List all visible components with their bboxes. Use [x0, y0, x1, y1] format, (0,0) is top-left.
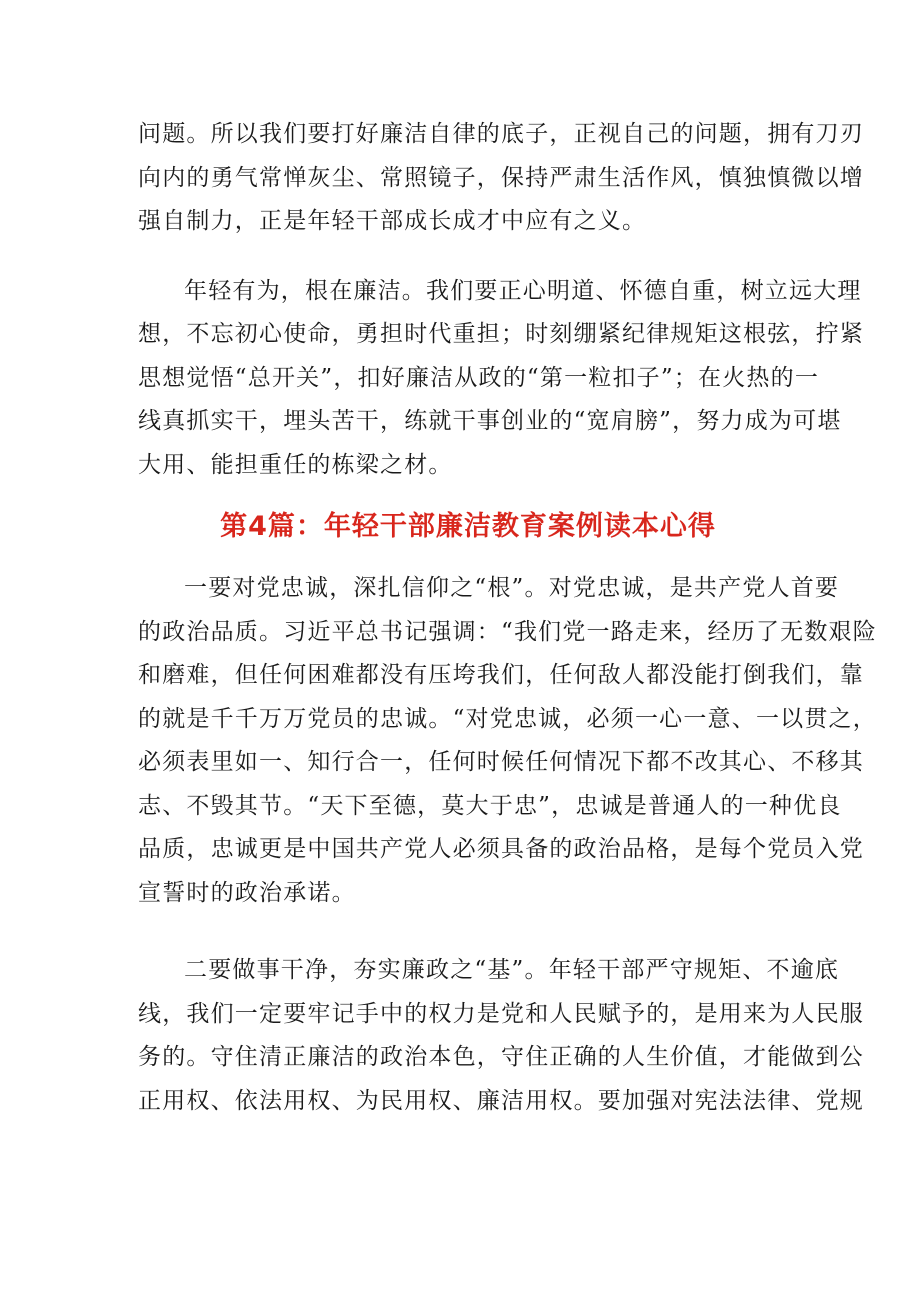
paragraph-2	[138, 270, 864, 488]
paragraph-line: 务的。守住清正廉洁的政治本色，守住正确的人生价值，才能做到公	[138, 1044, 864, 1070]
paragraph-gap	[138, 487, 798, 505]
paragraph-line: 思想觉悟“总开关”，扣好廉洁从政的“第一粒扣子”；在火热的一	[138, 364, 820, 391]
paragraph-line: 二要做事干净，夯实廉政之“基”。年轻干部严守规矩、不逾底	[184, 957, 840, 983]
paragraph-line: 想，不忘初心使命，勇担时代重担；时刻绷紧纪律规矩这根弦，拧紧	[138, 321, 864, 347]
paragraph-line: 大用、能担重任的栋梁之材。	[138, 451, 453, 478]
section-heading: 第4篇：年轻干部廉洁教育案例读本心得	[220, 511, 716, 542]
document-body	[138, 113, 877, 1123]
paragraph-line: 正用权、依法用权、为民用权、廉洁用权。要加强对宪法法律、党规	[138, 1087, 864, 1114]
paragraph-line: 的就是千千万万党员的忠诚。“对党忠诚，必须一心一意、一以贯之，	[138, 705, 877, 732]
paragraph-line: 品质，忠诚更是中国共产党人必须具备的政治品格，是每个党员入党	[138, 836, 864, 862]
paragraph-line: 志、不毁其节。“天下至德，莫大于忠”，忠诚是普通人的一种优良	[138, 792, 842, 819]
paragraph-1	[138, 113, 864, 244]
paragraph-4	[138, 949, 864, 1123]
paragraph-line: 年轻有为，根在廉洁。我们要正心明道、怀德自重，树立远大理	[184, 277, 862, 304]
paragraph-line: 线，我们一定要牢记手中的权力是党和人民赋予的，是用来为人民服	[138, 1000, 864, 1027]
paragraph-line: 宣誓时的政治承诺。	[138, 879, 356, 906]
paragraph-gap	[138, 244, 798, 270]
paragraph-line: 强自制力，正是年轻干部成长成才中应有之义。	[138, 208, 647, 234]
paragraph-gap	[138, 915, 798, 949]
paragraph-gap	[138, 549, 798, 567]
paragraph-line: 和磨难，但任何困难都没有压垮我们，任何敌人都没能打倒我们，靠	[138, 662, 864, 688]
paragraph-3	[138, 567, 877, 915]
paragraph-line: 的政治品质。习近平总书记强调：“我们党一路走来，经历了无数艰险	[138, 618, 877, 645]
paragraph-line: 线真抓实干，埋头苦干，练就干事创业的“宽肩膀”，努力成为可堪	[138, 408, 842, 434]
paragraph-line: 必须表里如一、知行合一，任何时候任何情况下都不改其心、不移其	[138, 749, 864, 775]
paragraph-line: 问题。所以我们要打好廉洁自律的底子，正视自己的问题，拥有刀刃	[138, 121, 864, 147]
paragraph-line: 一要对党忠诚，深扎信仰之“根”。对党忠诚，是共产党人首要	[184, 575, 840, 601]
paragraph-line: 向内的勇气常惮灰尘、常照镜子，保持严肃生活作风，慎独慎微以增	[138, 164, 864, 191]
